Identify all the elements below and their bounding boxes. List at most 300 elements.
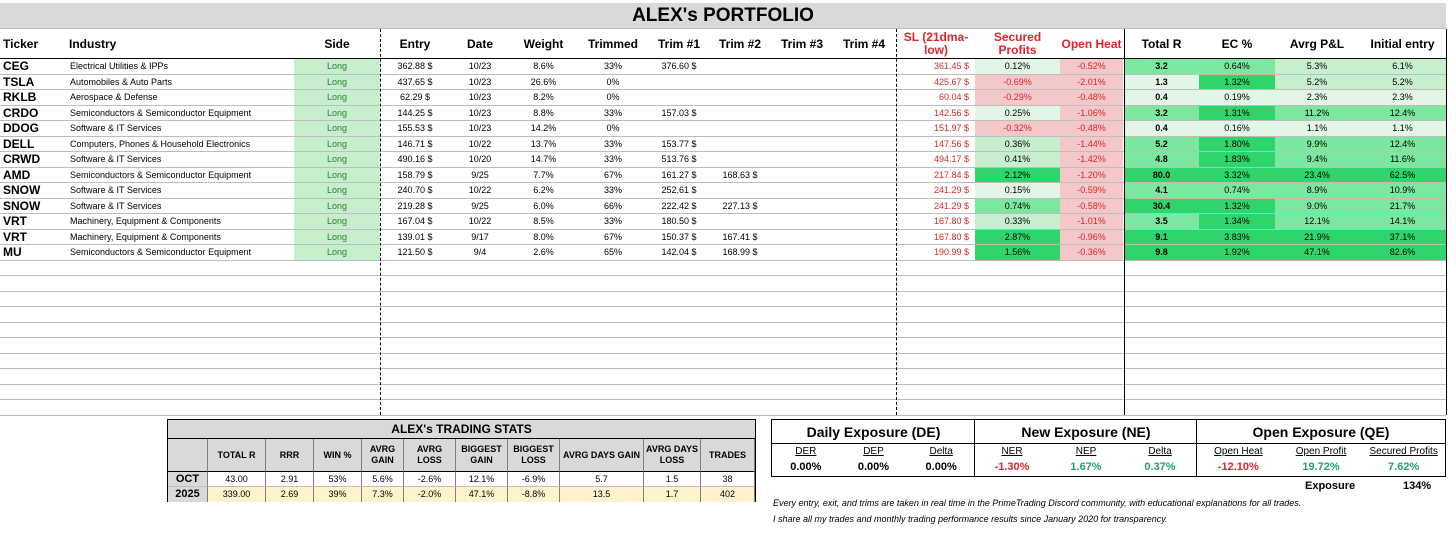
cell-date: 10/22 (468, 138, 492, 149)
table-row (0, 307, 1446, 323)
cell-sl: 190.99 $ (933, 247, 969, 257)
header-date: Date (466, 36, 493, 51)
cell-trim4 (833, 230, 895, 245)
cell-trim2 (709, 152, 771, 167)
header-side: Side (324, 36, 350, 51)
cell-entry: 167.04 $ (397, 216, 433, 226)
table-row (0, 292, 1446, 308)
stats-header: AVRG LOSS (404, 439, 456, 472)
exposure-daily-value: 0.00% (925, 461, 957, 473)
stats-cell: 12.1% (456, 472, 508, 487)
cell-trim2 (709, 75, 771, 90)
cell-side: Long (294, 230, 380, 245)
stats-header: TRADES (701, 439, 755, 472)
cell-industry: Aerospace & Defense (70, 92, 158, 102)
cell-side: Long (294, 137, 380, 152)
cell-entry: 62.29 $ (399, 92, 431, 102)
table-row (0, 90, 1446, 106)
cell-trim4 (833, 199, 895, 214)
cell-trim3 (771, 59, 833, 74)
stats-cell: 5.7 (560, 472, 644, 487)
cell-open-heat: -0.36% (1060, 245, 1123, 260)
cell-trim1: 222.42 $ (661, 200, 697, 211)
cell-trim3 (771, 75, 833, 90)
exposure-open-value: 7.62% (1388, 461, 1420, 473)
cell-industry: Software & IT Services (70, 154, 162, 164)
cell-initial-entry: 37.1% (1359, 230, 1446, 245)
cell-entry: 219.28 $ (397, 200, 433, 211)
cell-initial-entry: 14.1% (1359, 214, 1446, 229)
cell-open-heat: -0.59% (1060, 183, 1123, 198)
cell-trim2 (709, 106, 771, 121)
table-row (0, 323, 1446, 339)
cell-ticker: MU (3, 245, 22, 259)
header-entry: Entry (399, 36, 431, 51)
cell-total-r: 4.8 (1124, 152, 1199, 167)
cell-secured: -0.32% (975, 121, 1060, 136)
cell-secured: -0.69% (975, 75, 1060, 90)
stats-cell: -8.8% (508, 487, 560, 502)
cell-industry: Semiconductors & Semiconductor Equipment (70, 247, 252, 257)
cell-trim2 (709, 90, 771, 105)
cell-avg-pl: 5.3% (1275, 59, 1359, 74)
stats-header: AVRG GAIN (362, 439, 404, 472)
cell-open-heat: -2.01% (1060, 75, 1123, 90)
cell-trim1: 252.61 $ (661, 185, 697, 195)
header-trim4: Trim #4 (842, 36, 886, 51)
cell-trim4 (833, 245, 895, 260)
cell-weight: 8.0% (533, 231, 554, 242)
cell-secured: -0.29% (975, 90, 1060, 105)
table-row (0, 168, 1446, 184)
cell-entry: 144.25 $ (397, 107, 433, 118)
trading-stats-title: ALEX's TRADING STATS (168, 420, 755, 439)
cell-trimmed: 33% (603, 185, 622, 195)
cell-ticker: AMD (3, 167, 31, 182)
trading-stats-table (167, 419, 756, 502)
table-row (0, 183, 1446, 199)
table-row (0, 338, 1446, 354)
stats-cell: 1.7 (644, 487, 701, 502)
table-header (0, 29, 1446, 59)
cell-weight: 8.5% (533, 216, 554, 226)
cell-industry: Machinery, Equipment & Components (70, 231, 221, 242)
cell-sl: 147.56 $ (933, 138, 969, 149)
cell-weight: 13.7% (530, 138, 557, 149)
exposure-new-label: NEP (1075, 446, 1097, 457)
cell-avg-pl: 2.3% (1275, 90, 1359, 105)
cell-secured: 0.74% (975, 199, 1060, 214)
exposure-open-label: Open Heat (1214, 446, 1263, 457)
cell-trim2 (709, 121, 771, 136)
cell-ticker: CRDO (3, 105, 39, 120)
cell-side: Long (294, 59, 380, 74)
header-industry: Industry (69, 36, 117, 51)
cell-trim4 (833, 168, 895, 183)
cell-open-heat: -1.01% (1060, 214, 1123, 229)
exposure-open-value: -12.10% (1217, 461, 1259, 473)
cell-secured: 1.56% (975, 245, 1060, 260)
table-row (0, 59, 1446, 75)
cell-total-r: 4.1 (1124, 183, 1199, 198)
cell-weight: 6.0% (533, 200, 554, 211)
header-avg-pl: Avrg P&L (1289, 36, 1345, 51)
table-row (0, 354, 1446, 370)
cell-initial-entry: 1.1% (1359, 121, 1446, 136)
cell-trim2: 168.63 $ (722, 169, 758, 180)
stats-cell: -2.0% (404, 487, 456, 502)
cell-sl: 151.97 $ (933, 123, 969, 133)
cell-avg-pl: 23.4% (1275, 168, 1359, 183)
cell-trim3 (771, 245, 833, 260)
exposure-new-value: -1.30% (994, 461, 1030, 473)
table-row (0, 121, 1446, 137)
cell-weight: 14.2% (530, 123, 557, 133)
cell-open-heat: -1.42% (1060, 152, 1123, 167)
cell-trim3 (771, 121, 833, 136)
cell-trimmed: 66% (603, 200, 622, 211)
cell-secured: 2.12% (975, 168, 1060, 183)
exposure-open-title: Open Exposure (QE) (1197, 420, 1445, 444)
cell-open-heat: -0.58% (1060, 199, 1123, 214)
cell-initial-entry: 10.9% (1359, 183, 1446, 198)
stats-header: WIN % (314, 439, 362, 472)
cell-ticker: CEG (3, 59, 30, 73)
header-trim3: Trim #3 (780, 36, 824, 51)
cell-ec: 1.31% (1199, 106, 1275, 121)
cell-trim1: 142.04 $ (661, 247, 697, 257)
cell-ticker: DELL (3, 136, 35, 151)
cell-initial-entry: 12.4% (1359, 106, 1446, 121)
cell-entry: 362.88 $ (397, 61, 433, 71)
cell-open-heat: -0.48% (1060, 121, 1123, 136)
cell-avg-pl: 12.1% (1275, 214, 1359, 229)
note-line-2: I share all my trades and monthly trading performance results since January 2020 for transparency. (773, 514, 1168, 524)
exposure-panel (771, 419, 1446, 477)
column-divider (1124, 29, 1125, 415)
cell-trim2 (709, 137, 771, 152)
cell-secured: 0.41% (975, 152, 1060, 167)
cell-avg-pl: 9.9% (1275, 137, 1359, 152)
header-trim1: Trim #1 (657, 36, 701, 51)
cell-entry: 121.50 $ (397, 247, 433, 257)
cell-ticker: RKLB (3, 90, 37, 104)
cell-sl: 217.84 $ (933, 169, 969, 180)
cell-secured: 0.25% (975, 106, 1060, 121)
cell-industry: Electrical Utilities & IPPs (70, 61, 169, 71)
cell-total-r: 9.8 (1124, 245, 1199, 260)
cell-ec: 1.32% (1199, 199, 1275, 214)
exposure-daily-label: DER (795, 446, 817, 457)
header-trim2: Trim #2 (718, 36, 762, 51)
stats-row-label: 2025 (168, 487, 208, 502)
cell-trim4 (833, 121, 895, 136)
cell-avg-pl: 21.9% (1275, 230, 1359, 245)
cell-total-r: 5.2 (1124, 137, 1199, 152)
cell-side: Long (294, 152, 380, 167)
stats-cell: 53% (314, 472, 362, 487)
cell-date: 10/22 (468, 216, 492, 226)
cell-side: Long (294, 106, 380, 121)
exposure-open-value: 19.72% (1302, 461, 1340, 473)
header-trimmed: Trimmed (587, 36, 638, 51)
cell-open-heat: -1.44% (1060, 137, 1123, 152)
cell-date: 9/17 (471, 231, 489, 242)
cell-trim4 (833, 90, 895, 105)
cell-sl: 361.45 $ (933, 61, 969, 71)
stats-cell: 2.91 (266, 472, 314, 487)
cell-trimmed: 0% (606, 123, 620, 133)
cell-date: 9/25 (471, 169, 489, 180)
cell-trim1: 157.03 $ (661, 107, 697, 118)
cell-sl: 142.56 $ (933, 107, 969, 118)
header-sl: SL (21dma-low) (903, 30, 969, 57)
cell-total-r: 80.0 (1124, 168, 1199, 183)
stats-header: AVRG DAYS GAIN (560, 439, 644, 472)
cell-avg-pl: 11.2% (1275, 106, 1359, 121)
exposure-new-value: 0.37% (1144, 461, 1176, 473)
cell-total-r: 3.2 (1124, 106, 1199, 121)
stats-cell: -2.6% (404, 472, 456, 487)
cell-weight: 7.7% (533, 169, 554, 180)
cell-initial-entry: 11.6% (1359, 152, 1446, 167)
cell-side: Long (294, 168, 380, 183)
column-divider (896, 29, 897, 415)
cell-secured: 0.12% (975, 59, 1060, 74)
cell-ticker: SNOW (3, 183, 41, 197)
table-row (0, 230, 1446, 246)
cell-ec: 0.16% (1199, 121, 1275, 136)
cell-date: 10/23 (468, 76, 492, 87)
cell-trim3 (771, 199, 833, 214)
stats-cell: 7.3% (362, 487, 404, 502)
stats-cell: 1.5 (644, 472, 701, 487)
table-row (0, 261, 1446, 277)
stats-cell: 339.00 (208, 487, 266, 502)
cell-initial-entry: 21.7% (1359, 199, 1446, 214)
cell-total-r: 9.1 (1124, 230, 1199, 245)
cell-total-r: 0.4 (1124, 90, 1199, 105)
cell-trimmed: 0% (606, 92, 620, 102)
stats-cell: 39% (314, 487, 362, 502)
cell-side: Long (294, 183, 380, 198)
cell-side: Long (294, 245, 380, 260)
stats-header: BIGGEST GAIN (456, 439, 508, 472)
cell-open-heat: -0.96% (1060, 230, 1123, 245)
cell-trim1: 161.27 $ (661, 169, 697, 180)
table-row (0, 245, 1446, 261)
cell-trim3 (771, 152, 833, 167)
cell-total-r: 1.3 (1124, 75, 1199, 90)
cell-avg-pl: 1.1% (1275, 121, 1359, 136)
cell-initial-entry: 6.1% (1359, 59, 1446, 74)
cell-entry: 155.53 $ (397, 123, 433, 133)
cell-entry: 240.70 $ (397, 185, 433, 195)
cell-ec: 0.19% (1199, 90, 1275, 105)
cell-open-heat: -1.06% (1060, 106, 1123, 121)
cell-industry: Machinery, Equipment & Components (70, 216, 221, 226)
table-row (0, 369, 1446, 385)
cell-trim4 (833, 214, 895, 229)
cell-ticker: TSLA (3, 74, 35, 89)
cell-secured: 0.15% (975, 183, 1060, 198)
cell-trim3 (771, 90, 833, 105)
table-row (0, 106, 1446, 122)
cell-side: Long (294, 121, 380, 136)
cell-secured: 0.36% (975, 137, 1060, 152)
cell-open-heat: -0.48% (1060, 90, 1123, 105)
cell-trim1: 150.37 $ (661, 231, 697, 242)
cell-industry: Software & IT Services (70, 123, 162, 133)
cell-date: 10/22 (468, 185, 492, 195)
cell-ticker: SNOW (3, 198, 41, 213)
cell-trimmed: 67% (603, 231, 622, 242)
exposure-daily-title: Daily Exposure (DE) (772, 420, 975, 444)
cell-sl: 241.29 $ (933, 200, 969, 211)
header-open-heat: Open Heat (1061, 36, 1122, 51)
stats-cell: -6.9% (508, 472, 560, 487)
cell-industry: Software & IT Services (70, 200, 162, 211)
table-row (0, 137, 1446, 153)
cell-trim2: 227.13 $ (722, 200, 758, 211)
stats-header: RRR (266, 439, 314, 472)
exposure-daily-section (772, 420, 975, 476)
cell-trim4 (833, 137, 895, 152)
cell-trim2: 167.41 $ (722, 231, 758, 242)
cell-trimmed: 33% (603, 61, 622, 71)
table-row (0, 75, 1446, 91)
cell-sl: 425.67 $ (933, 76, 969, 87)
cell-avg-pl: 5.2% (1275, 75, 1359, 90)
cell-ticker: CRWD (3, 152, 41, 166)
cell-trim1: 153.77 $ (661, 138, 697, 149)
cell-ec: 3.32% (1199, 168, 1275, 183)
cell-trim2 (709, 183, 771, 198)
stats-cell: 402 (701, 487, 755, 502)
cell-avg-pl: 8.9% (1275, 183, 1359, 198)
cell-date: 9/25 (471, 200, 489, 211)
exposure-daily-label: Delta (929, 446, 953, 457)
stats-header: BIGGEST LOSS (508, 439, 560, 472)
cell-initial-entry: 2.3% (1359, 90, 1446, 105)
cell-trimmed: 33% (603, 216, 622, 226)
header-ticker: Ticker (3, 36, 39, 51)
cell-trimmed: 65% (603, 247, 622, 257)
cell-industry: Automobiles & Auto Parts (70, 76, 173, 87)
cell-entry: 437.65 $ (397, 76, 433, 87)
header-secured: Secured Profits (993, 30, 1042, 57)
cell-initial-entry: 12.4% (1359, 137, 1446, 152)
cell-side: Long (294, 199, 380, 214)
cell-trimmed: 0% (606, 76, 620, 87)
stats-cell: 47.1% (456, 487, 508, 502)
column-divider (380, 29, 381, 415)
cell-entry: 490.16 $ (397, 154, 433, 164)
table-row (0, 152, 1446, 168)
cell-industry: Computers, Phones & Household Electronics (70, 138, 251, 149)
stats-cell: 2.69 (266, 487, 314, 502)
cell-avg-pl: 47.1% (1275, 245, 1359, 260)
table-row (0, 276, 1446, 292)
exposure-open-section (1197, 420, 1445, 476)
cell-ec: 0.64% (1199, 59, 1275, 74)
cell-ec: 0.74% (1199, 183, 1275, 198)
cell-industry: Semiconductors & Semiconductor Equipment (70, 169, 252, 180)
cell-trim1 (649, 90, 709, 105)
header-initial-entry: Initial entry (1370, 36, 1435, 51)
cell-weight: 14.7% (530, 154, 557, 164)
exposure-new-label: NER (1001, 446, 1023, 457)
cell-entry: 139.01 $ (397, 231, 433, 242)
cell-side: Long (294, 214, 380, 229)
cell-trim4 (833, 183, 895, 198)
stats-corner (168, 439, 208, 472)
stats-cell: 43.00 (208, 472, 266, 487)
cell-sl: 60.04 $ (938, 92, 969, 102)
cell-entry: 146.71 $ (397, 138, 433, 149)
cell-trim3 (771, 214, 833, 229)
cell-industry: Semiconductors & Semiconductor Equipment (70, 107, 252, 118)
table-row (0, 199, 1446, 215)
cell-weight: 8.2% (533, 92, 554, 102)
stats-cell: 13.5 (560, 487, 644, 502)
header-total-r: Total R (1141, 36, 1182, 51)
table-row (0, 385, 1446, 401)
cell-date: 10/23 (468, 123, 492, 133)
cell-trim2 (709, 59, 771, 74)
cell-trim3 (771, 106, 833, 121)
cell-ticker: VRT (3, 214, 27, 228)
cell-trim3 (771, 183, 833, 198)
cell-avg-pl: 9.4% (1275, 152, 1359, 167)
cell-ticker: DDOG (3, 121, 39, 135)
page-title: ALEX's PORTFOLIO (0, 3, 1446, 29)
cell-trim3 (771, 230, 833, 245)
cell-trim1: 180.50 $ (661, 216, 697, 226)
header-ec: EC % (1221, 36, 1253, 51)
cell-sl: 494.17 $ (933, 154, 969, 164)
cell-sl: 167.80 $ (933, 231, 969, 242)
cell-total-r: 3.5 (1124, 214, 1199, 229)
cell-trim3 (771, 137, 833, 152)
cell-industry: Software & IT Services (70, 185, 162, 195)
exposure-open-label: Secured Profits (1369, 446, 1438, 457)
cell-total-r: 0.4 (1124, 121, 1199, 136)
cell-ec: 1.32% (1199, 75, 1275, 90)
cell-open-heat: -0.52% (1060, 59, 1123, 74)
cell-initial-entry: 82.6% (1359, 245, 1446, 260)
cell-date: 10/20 (468, 154, 492, 164)
cell-side: Long (294, 75, 380, 90)
table-row (0, 400, 1446, 416)
cell-trim4 (833, 106, 895, 121)
cell-ec: 1.80% (1199, 137, 1275, 152)
exposure-total-value: 134% (1403, 480, 1432, 492)
cell-secured: 0.33% (975, 214, 1060, 229)
stats-row-label: OCT (168, 472, 208, 487)
note-line-1: Every entry, exit, and trims are taken in real time in the PrimeTrading Discord community, with educational explanations for all trades. (773, 498, 1302, 508)
cell-trim1 (649, 121, 709, 136)
cell-initial-entry: 62.5% (1359, 168, 1446, 183)
cell-date: 10/23 (468, 92, 492, 102)
cell-trim1: 513.76 $ (661, 154, 697, 164)
cell-ec: 1.34% (1199, 214, 1275, 229)
cell-ticker: VRT (3, 229, 27, 244)
cell-trimmed: 33% (603, 154, 622, 164)
stats-header: TOTAL R (208, 439, 266, 472)
cell-total-r: 30.4 (1124, 199, 1199, 214)
stats-cell: 38 (701, 472, 755, 487)
